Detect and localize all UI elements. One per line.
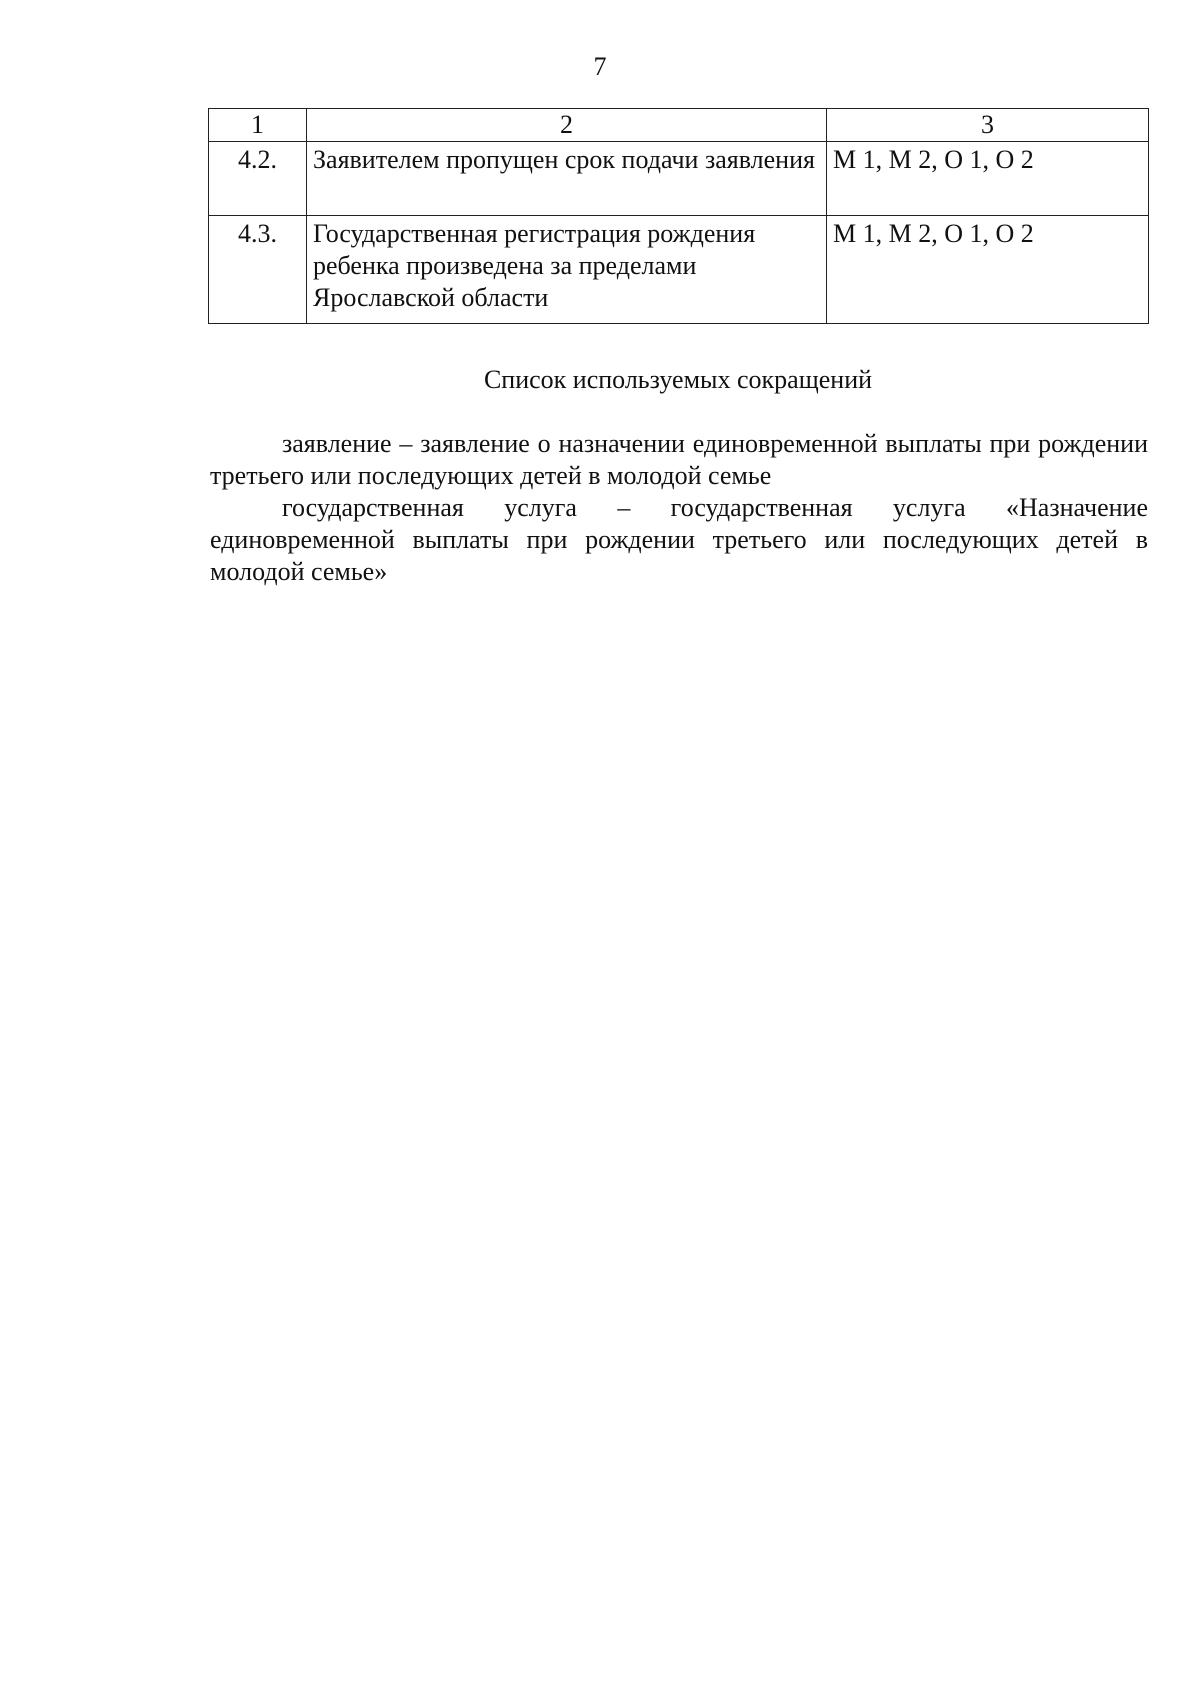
table-header-row — [209, 109, 1149, 142]
abbreviations-title: Список используемых сокращений — [483, 365, 873, 394]
table-row — [209, 142, 1149, 216]
table-header-cell: 1 — [209, 109, 307, 142]
row-text: Государственная регистрация рождения ребенка произведена за пределами Ярославской области — [307, 216, 827, 324]
abbreviation-item: заявление – заявление о назначении единовременной выплаты при рождении третьего или последующих детей в молодой семье — [210, 429, 1148, 490]
row-codes: М 1, М 2, О 1, О 2 — [827, 142, 1149, 216]
grounds-table — [208, 108, 1149, 324]
page-number: 7 — [593, 52, 607, 81]
row-number: 4.2. — [209, 142, 307, 216]
abbreviation-item: государственная услуга – государственная услуга «Назначение единовременной выплаты при рождении третьего или последующих детей в молодой семье» — [210, 493, 1148, 586]
table-row — [209, 216, 1149, 324]
row-codes: М 1, М 2, О 1, О 2 — [827, 216, 1149, 324]
table-header-cell: 2 — [307, 109, 827, 142]
row-text: Заявителем пропущен срок подачи заявления — [307, 142, 827, 216]
abbreviations-list — [210, 428, 1148, 588]
table-header-cell: 3 — [827, 109, 1149, 142]
row-number: 4.3. — [209, 216, 307, 324]
